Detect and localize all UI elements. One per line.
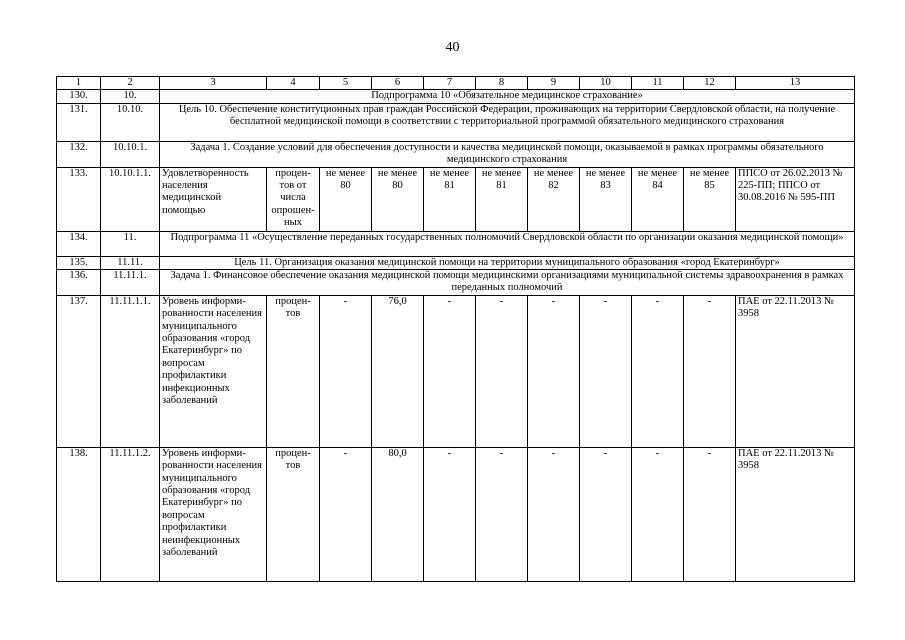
column-header: 6 [372, 77, 424, 90]
table-row [57, 270, 855, 296]
year-value-cell: не менее 83 [580, 167, 632, 231]
column-header: 8 [476, 77, 528, 90]
row-title-cell: Задача 1. Финансовое обеспечение оказания медицинской помощи медицинскими организациями муниципальной системы здравоохранения в рамках переданных полномочий [160, 270, 855, 296]
row-code-cell: 11.11. [101, 256, 160, 269]
year-value-cell: - [476, 447, 528, 581]
year-value-cell: не менее 80 [320, 167, 372, 231]
row-title-cell: Цель 10. Обеспечение конституционных прав граждан Российской Федерации, проживающих на территории Свердловской области, на получение бесплатной медицинской помощи в соответствии с территориальной программой обязательного медицинского страхования [160, 103, 855, 141]
table-row [57, 103, 855, 141]
year-value-cell: 80,0 [372, 447, 424, 581]
table-row [57, 256, 855, 269]
indicator-name-cell: Уровень информи-рованности населения муниципального образования «город Екатеринбург» по вопросам профилактики неинфекционных заболеваний [160, 447, 267, 581]
row-code-cell: 10.10.1. [101, 141, 160, 167]
row-code-cell: 10.10.1.1. [101, 167, 160, 231]
column-header: 9 [528, 77, 580, 90]
unit-cell: процен-тов от числа опрошен-ных [267, 167, 320, 231]
row-code-cell: 10.10. [101, 103, 160, 141]
unit-cell: процен-тов [267, 447, 320, 581]
unit-cell: процен-тов [267, 295, 320, 447]
column-header: 4 [267, 77, 320, 90]
year-value-cell: - [580, 447, 632, 581]
year-value-cell: 76,0 [372, 295, 424, 447]
year-value-cell: - [632, 447, 684, 581]
header-row [57, 77, 855, 90]
year-value-cell: не менее 81 [476, 167, 528, 231]
page-number: 40 [445, 40, 460, 55]
row-title-cell: Подпрограмма 10 «Обязательное медицинское страхование» [160, 90, 855, 103]
source-document-cell: ПАЕ от 22.11.2013 № 3958 [736, 447, 855, 581]
row-number-cell: 137. [57, 295, 101, 447]
indicator-name-cell: Уровень информи-рованности населения муниципального образования «город Екатеринбург» по вопросам профилактики инфекционных заболеваний [160, 295, 267, 447]
year-value-cell: - [528, 447, 580, 581]
column-header: 7 [424, 77, 476, 90]
year-value-cell: - [684, 295, 736, 447]
column-header: 2 [101, 77, 160, 90]
row-title-cell: Задача 1. Создание условий для обеспечения доступности и качества медицинской помощи, оказываемой в рамках программы обязательного медицинского страхования [160, 141, 855, 167]
column-header: 10 [580, 77, 632, 90]
row-code-cell: 11.11.1. [101, 270, 160, 296]
row-code-cell: 11. [101, 231, 160, 256]
column-header: 1 [57, 77, 101, 90]
table-row [57, 167, 855, 231]
table-row [57, 141, 855, 167]
year-value-cell: - [684, 447, 736, 581]
table-row [57, 447, 855, 581]
table-row [57, 90, 855, 103]
row-code-cell: 10. [101, 90, 160, 103]
year-value-cell: - [424, 447, 476, 581]
year-value-cell: - [528, 295, 580, 447]
column-header: 11 [632, 77, 684, 90]
row-title-cell: Цель 11. Организация оказания медицинской помощи на территории муниципального образования «город Екатеринбург» [160, 256, 855, 269]
column-header: 3 [160, 77, 267, 90]
year-value-cell: не менее 82 [528, 167, 580, 231]
row-code-cell: 11.11.1.1. [101, 295, 160, 447]
row-number-cell: 132. [57, 141, 101, 167]
row-code-cell: 11.11.1.2. [101, 447, 160, 581]
year-value-cell: - [632, 295, 684, 447]
year-value-cell: - [320, 447, 372, 581]
year-value-cell: не менее 85 [684, 167, 736, 231]
row-title-cell: Подпрограмма 11 «Осуществление переданных государственных полномочий Свердловской области по организации оказания медицинской помощи» [160, 231, 855, 256]
row-number-cell: 138. [57, 447, 101, 581]
row-number-cell: 133. [57, 167, 101, 231]
source-document-cell: ППСО от 26.02.2013 № 225-ПП; ППСО от 30.08.2016 № 595-ПП [736, 167, 855, 231]
row-number-cell: 131. [57, 103, 101, 141]
year-value-cell: не менее 84 [632, 167, 684, 231]
year-value-cell: - [320, 295, 372, 447]
row-number-cell: 136. [57, 270, 101, 296]
row-number-cell: 134. [57, 231, 101, 256]
table-row [57, 231, 855, 256]
year-value-cell: не менее 81 [424, 167, 476, 231]
column-header: 12 [684, 77, 736, 90]
row-number-cell: 130. [57, 90, 101, 103]
year-value-cell: - [424, 295, 476, 447]
column-header: 13 [736, 77, 855, 90]
row-number-cell: 135. [57, 256, 101, 269]
indicator-name-cell: Удовлетворенность населения медицинской помощью [160, 167, 267, 231]
indicators-table [56, 76, 855, 582]
source-document-cell: ПАЕ от 22.11.2013 № 3958 [736, 295, 855, 447]
column-header: 5 [320, 77, 372, 90]
year-value-cell: - [580, 295, 632, 447]
year-value-cell: - [476, 295, 528, 447]
year-value-cell: не менее 80 [372, 167, 424, 231]
table-row [57, 295, 855, 447]
